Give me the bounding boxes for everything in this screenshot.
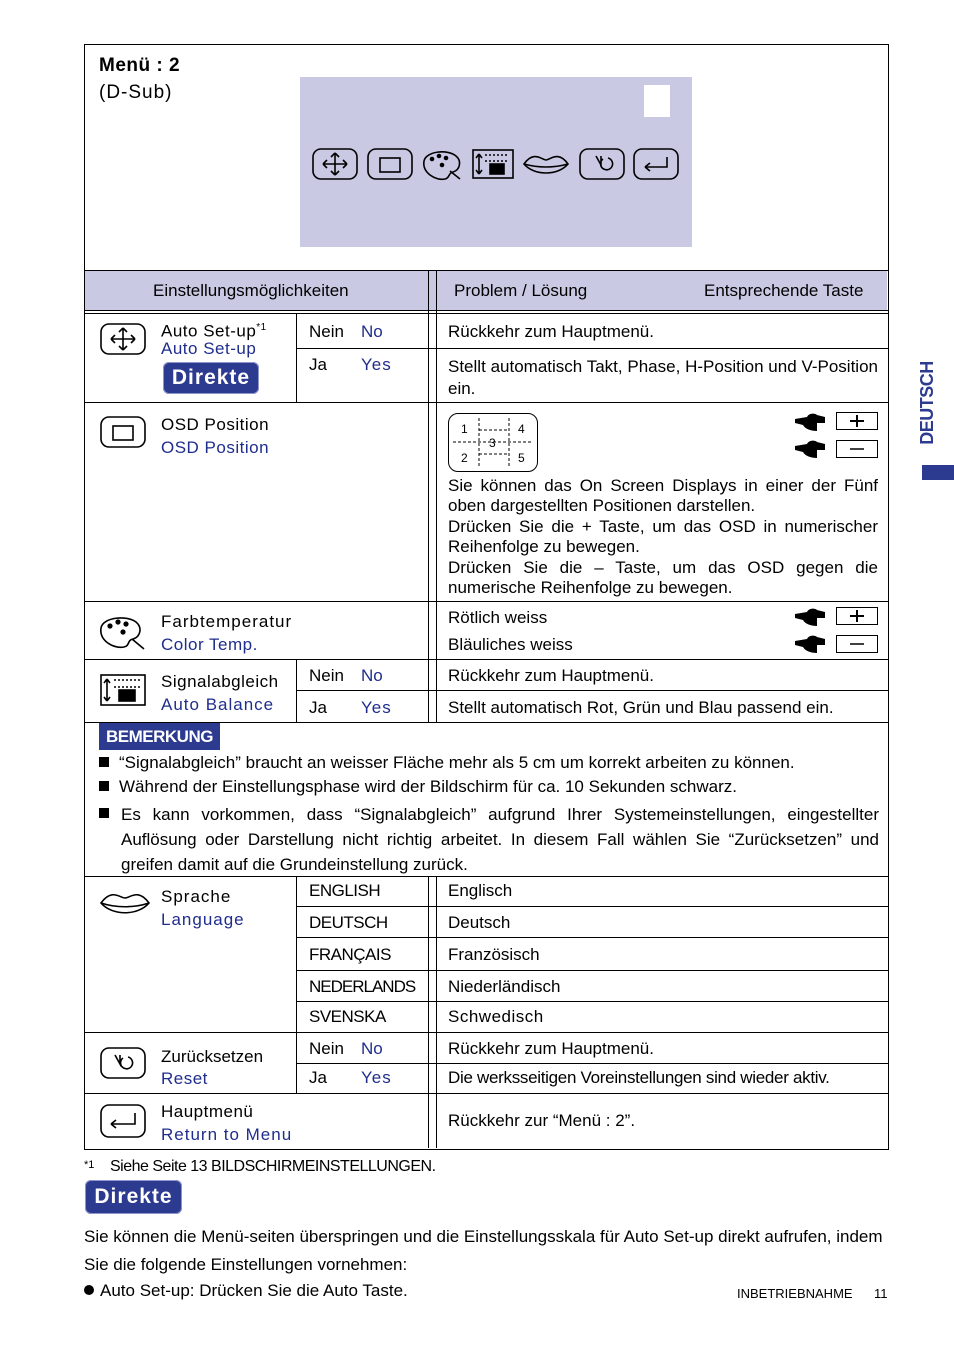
auto-setup-no-desc: Rückkehr zum Hauptmenü. (448, 322, 654, 341)
osd-grid-4: 4 (518, 422, 525, 436)
note-item-3: Es kann vorkommen, dass “Signalabgleich” aufgrund Ihrer Systemeinstellungen, eingestellter Auflösung oder Darstellung nicht richtig arbeitet. In diesem Fall wählen Sie “Zurücksetzen” und greifen damit auf die Grundeinstellung zurück. (99, 802, 879, 877)
return-menu-desc: Rückkehr zur “Menü : 2”. (448, 1111, 636, 1130)
plus-key (836, 412, 878, 430)
auto-setup-yes-en: Yes (361, 355, 392, 374)
return-menu-label: Hauptmenü (161, 1102, 254, 1121)
osd-grid-2: 2 (461, 451, 468, 465)
menu-title: Menü : 2 (99, 55, 181, 76)
bullet-square-icon (99, 781, 109, 791)
bullet-square-icon (99, 757, 109, 767)
osd-position-label-en: OSD Position (161, 438, 270, 457)
auto-balance-yes-de: Ja (309, 698, 327, 717)
pointing-hand-icon (793, 606, 827, 628)
note-item-1: “Signalabgleich” braucht an weisser Fläche mehr als 5 cm um korrekt arbeiten zu können. (99, 753, 795, 773)
language-label-en: Language (161, 910, 245, 929)
auto-balance-label: Signalabgleich (161, 672, 279, 691)
auto-balance-label-en: Auto Balance (161, 695, 275, 714)
reset-label: Zurücksetzen (161, 1047, 264, 1066)
reset-yes-en: Yes (361, 1068, 392, 1087)
auto-balance-icon (473, 150, 513, 178)
note-badge: BEMERKUNG (99, 723, 220, 750)
language-desc-deutsch: Deutsch (448, 913, 511, 932)
reset-icon (99, 1046, 149, 1080)
pointing-hand-icon (793, 438, 827, 460)
reset-label-en: Reset (161, 1069, 208, 1088)
osd-position-desc2: Drücken Sie die + Taste, um das OSD in numerischer Reihenfolge zu bewegen. (448, 517, 878, 556)
footnote-text: Siehe Seite 13 BILDSCHIRMEINSTELLUNGEN. (110, 1158, 436, 1175)
auto-balance-icon (99, 672, 149, 708)
osd-cursor-box (644, 85, 670, 117)
direkte-description: Sie können die Menü-seiten überspringen und die Einstellungsskala für Auto Set-up direkt aufrufen, indem Sie die folgende Einstellungen vornehmen: (84, 1227, 883, 1274)
note-item-2: Während der Einstellungsphase wird der Bildschirm für ca. 10 Sekunden schwarz. (99, 777, 737, 797)
osd-position-grid (448, 413, 538, 472)
minus-key (836, 635, 878, 653)
palette-icon (424, 152, 460, 179)
bullet-square-icon (99, 808, 109, 818)
move-arrows-icon (313, 149, 357, 179)
menu-subtitle: (D-Sub) (99, 82, 173, 103)
header-problem: Problem / Lösung (454, 281, 588, 300)
language-desc-svenska: Schwedisch (448, 1007, 544, 1026)
footnote-mark: *1 (84, 1159, 95, 1171)
language-desc-francais: Französisch (448, 945, 540, 964)
auto-balance-no-desc: Rückkehr zum Hauptmenü. (448, 666, 654, 685)
color-temp-desc2: Bläuliches weiss (448, 635, 573, 654)
osd-grid-3: 3 (489, 436, 496, 450)
reset-no-desc: Rückkehr zum Hauptmenü. (448, 1039, 654, 1058)
return-menu-label-en: Return to Menu (161, 1125, 293, 1144)
osd-position-icon (99, 415, 149, 449)
osd-position-icon (368, 149, 412, 179)
return-icon (634, 149, 678, 179)
language-desc-nederlands: Niederländisch (448, 977, 561, 996)
osd-preview (300, 77, 692, 247)
language-key-deutsch: DEUTSCH (309, 913, 388, 932)
osd-icon-row (312, 147, 682, 183)
osd-position-desc3: Drücken Sie die – Taste, um das OSD gegen die numerische Reihenfolge zu bewegen. (448, 558, 878, 597)
osd-position-label: OSD Position (161, 415, 270, 434)
side-tab-label: DEUTSCH (917, 361, 937, 445)
language-key-english: ENGLISH (309, 881, 381, 900)
auto-setup-no-en: No (361, 322, 383, 341)
color-temp-desc1: Rötlich weiss (448, 608, 548, 627)
color-temp-label-en: Color Temp. (161, 635, 258, 654)
auto-setup-yes-desc: Stellt automatisch Takt, Phase, H-Position und V-Position ein. (448, 357, 878, 398)
minus-key (836, 440, 878, 458)
lips-icon (99, 886, 151, 920)
side-tab-bar (922, 465, 954, 480)
direkte-heading-badge: Direkte (85, 1180, 182, 1214)
auto-setup-label: Auto Set-$up^{*1}$ (161, 321, 267, 341)
auto-setup-yes-de: Ja (309, 355, 327, 374)
auto-balance-yes-desc: Stellt automatisch Rot, Grün und Blau passend ein. (448, 698, 834, 717)
palette-icon (99, 612, 151, 652)
language-key-nederlands: NEDERLANDS (309, 977, 416, 996)
bullet-dot-icon (84, 1285, 94, 1295)
reset-yes-desc: Die werksseitigen Voreinstellungen sind wieder aktiv. (448, 1068, 830, 1087)
auto-setup-label-en: Auto Set-up (161, 339, 257, 358)
return-icon (99, 1103, 149, 1139)
header-key: Entsprechende Taste (704, 281, 864, 300)
reset-yes-de: Ja (309, 1068, 327, 1087)
direkte-badge: Direkte (163, 362, 259, 394)
reset-no-en: No (361, 1039, 383, 1058)
pointing-hand-icon (793, 411, 827, 433)
pointing-hand-icon (793, 633, 827, 655)
plus-key (836, 607, 878, 625)
osd-position-desc1: Sie können das On Screen Displays in einer der Fünf oben dargestellten Positionen darstellen. (448, 476, 878, 515)
reset-icon (580, 149, 624, 179)
reset-no-de: Nein (309, 1039, 344, 1058)
header-settings: Einstellungsmöglichkeiten (153, 281, 349, 300)
auto-setup-no-de: Nein (309, 322, 344, 341)
direkte-bullet: Auto Set-up: Drücken Sie die Auto Taste. (84, 1281, 408, 1301)
footer-page: 11 (874, 1286, 888, 1301)
auto-balance-yes-en: Yes (361, 698, 392, 717)
move-arrows-icon (99, 322, 149, 356)
osd-grid-5: 5 (518, 451, 525, 465)
language-key-francais: FRANÇAIS (309, 945, 391, 964)
osd-grid-1: 1 (461, 422, 468, 436)
color-temp-label: Farbtemperatur (161, 612, 293, 631)
language-label: Sprache (161, 887, 232, 906)
language-desc-english: Englisch (448, 881, 513, 900)
lips-icon (524, 157, 568, 173)
language-key-svenska: SVENSKA (309, 1007, 386, 1026)
footer-section: INBETRIEBNAHME (737, 1286, 853, 1301)
auto-balance-no-en: No (361, 666, 383, 685)
auto-balance-no-de: Nein (309, 666, 344, 685)
